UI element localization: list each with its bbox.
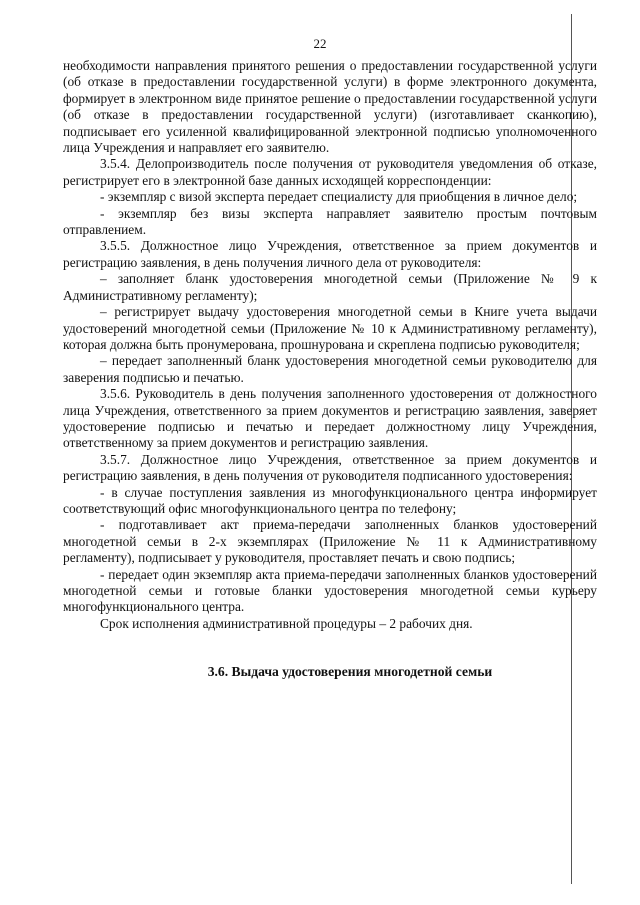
paragraph: – передает заполненный бланк удостоверения многодетной семьи руководителю для заверения подписью и печатью. (63, 353, 597, 385)
paragraph: необходимости направления принятого решения о предоставлении государственной услуги (об отказе в предоставлении государственной услуги) в форме электронного документа, формирует в электронном виде принятое решение о предоставлении государственной услуги (об отказе в предоставлении государственной услуги) (изготавливает сканкопию), подписывает его усиленной квалифицированной электронной подписью уполномоченного лица Учреждения и направляет его заявителю. (63, 58, 597, 156)
document-body (63, 58, 597, 681)
section-heading: 3.6. Выдача удостоверения многодетной семьи (207, 664, 493, 680)
paragraph: - передает один экземпляр акта приема-передачи заполненных бланков удостоверений многодетной семьи и готовые бланки удостоверения многодетной семьи курьеру многофункционального центра. (63, 566, 597, 615)
paragraph: 3.5.5. Должностное лицо Учреждения, ответственное за прием документов и регистрацию заявления, в день получения личного дела от руководителя: (63, 238, 597, 270)
spacer (63, 632, 597, 664)
paragraph: - экземпляр без визы эксперта направляет заявителю простым почтовым отправлением. (63, 205, 597, 238)
paragraph: – заполняет бланк удостоверения многодетной семьи (Приложение № 9 к Административному регламенту); (63, 271, 597, 303)
paragraph: - подготавливает акт приема-передачи заполненных бланков удостоверений многодетной семьи в 2-х экземплярах (Приложение № 11 к Административному регламенту), подписывает у руководителя, проставляет печать и свою подпись; (63, 517, 597, 566)
page-number: 22 (313, 36, 327, 51)
paragraph: 3.5.7. Должностное лицо Учреждения, ответственное за прием документов и регистрацию заявления, в день получения от руководителя подписанного удостоверения: (63, 451, 597, 484)
paragraph: 3.5.6. Руководитель в день получения заполненного удостоверения от должностного лица Учреждения, ответственного за прием документов и регистрацию заявления, заверяет удостоверение подписью и печатью и передает должностному лицу Учреждения, ответственному за прием документов и регистрацию заявления. (63, 386, 597, 451)
paragraph: – регистрирует выдачу удостоверения многодетной семьи в Книге учета выдачи удостоверений многодетной семьи (Приложение № 10 к Административному регламенту), которая должна быть пронумерована, прошнурована и скреплена подписью руководителя; (63, 304, 597, 352)
paragraph: - экземпляр с визой эксперта передает специалисту для приобщения в личное дело; (100, 189, 578, 205)
paragraph: Срок исполнения административной процедуры – 2 рабочих дня. (100, 615, 473, 631)
paragraph: - в случае поступления заявления из многофункционального центра информирует соответствующий офис многофункционального центра по телефону; (63, 484, 597, 516)
paragraph: 3.5.4. Делопроизводитель после получения от руководителя уведомления об отказе, регистрирует его в электронной базе данных исходящей корреспонденции: (63, 156, 597, 188)
